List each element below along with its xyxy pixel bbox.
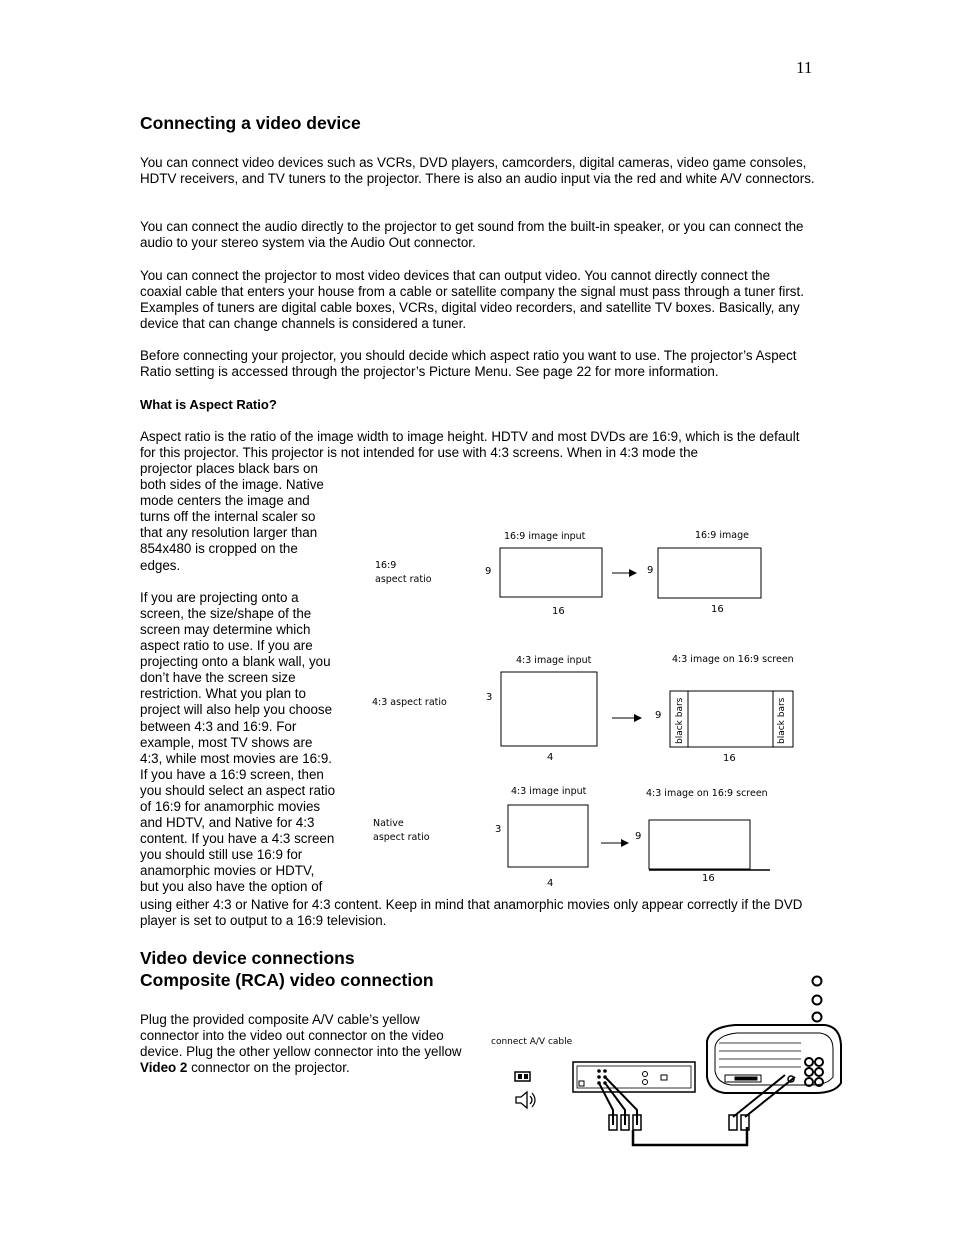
row3-input-title: 4:3 image input xyxy=(511,786,587,797)
narrow-column-line: of 16:9 for anamorphic movies xyxy=(140,798,321,814)
row1-input-height: 9 xyxy=(485,566,492,577)
narrow-column-line: screen, the size/shape of the xyxy=(140,605,312,621)
paragraph-tuners: You can connect the projector to most video devices that can output video. You cannot directly connect the coaxial cable that enters your house from a cable or satellite company the signal must pass through a tuner first. Examples of tuners are digital cable boxes, VCRs, digital video recorders, and satellite TV boxes. Basically, any device that can change channels is considered a tuner. xyxy=(140,268,804,332)
aspect-ratio-heading: What is Aspect Ratio? xyxy=(140,397,277,412)
narrow-column-line: If you have a 16:9 screen, then xyxy=(140,766,324,782)
video-icon xyxy=(515,1072,530,1081)
row1-output-height: 9 xyxy=(647,565,654,576)
row2-input-height: 3 xyxy=(486,692,493,703)
paragraph-aspect-setting: Before connecting your projector, you should decide which aspect ratio you want to use. The projector’s Aspect Ratio setting is accessed through the projector’s Picture Menu. See page 22 for more information. xyxy=(140,348,797,380)
composite-connection-illustration xyxy=(485,965,855,1155)
narrow-column-line: restriction. What you plan to xyxy=(140,686,306,702)
narrow-column-line: mode centers the image and xyxy=(140,493,310,509)
narrow-column-line: 854x480 is cropped on the xyxy=(140,541,298,557)
narrow-column-line: that any resolution larger than xyxy=(140,525,318,541)
narrow-column-line: anamorphic movies or HDTV, xyxy=(140,863,315,879)
video-device-drawing xyxy=(573,1062,695,1092)
narrow-column-line: screen may determine which xyxy=(140,621,311,637)
row3-output-frame xyxy=(649,820,750,869)
row2-output-title: 4:3 image on 16:9 screen xyxy=(672,654,794,665)
paragraph-devices: You can connect video devices such as VCRs, DVD players, camcorders, digital cameras, video game consoles, HDTV receivers, and TV tuners to the projector. There is also an audio input via the red and white A/V connectors. xyxy=(140,155,815,187)
row3-output-width: 16 xyxy=(702,873,715,884)
narrow-column-line xyxy=(140,574,370,590)
narrow-column-line: you should select an aspect ratio xyxy=(140,782,336,798)
row2-input-title: 4:3 image input xyxy=(516,655,592,666)
aspect-ratio-diagram xyxy=(360,520,810,892)
composite-instructions: Plug the provided composite A/V cable’s yellow connector into the video out connector on the video device. Plug the other yellow connector into the yellow Video 2 connector on the projector. xyxy=(140,1012,462,1076)
row2-input-frame xyxy=(501,672,597,746)
row1-output-frame xyxy=(658,548,761,598)
row3-output-title: 4:3 image on 16:9 screen xyxy=(646,788,768,799)
narrow-column-line: projector places black bars on xyxy=(140,461,318,476)
row1-output-title: 16:9 image xyxy=(695,530,749,541)
aspect-narrow-column xyxy=(140,461,370,896)
row1-input-title: 16:9 image input xyxy=(504,531,586,542)
paragraph-audio: You can connect the audio directly to the projector to get sound from the built-in speaker, or you can connect the audio to your stereo system via the Audio Out connector. xyxy=(140,219,804,251)
narrow-column-line: aspect ratio to use. If you are xyxy=(140,638,313,654)
speaker-icon xyxy=(516,1092,535,1108)
narrow-column-line: and HDTV, and Native for 4:3 xyxy=(140,815,315,831)
row2-input-width: 4 xyxy=(547,752,554,763)
narrow-column-line: content. If you have a 4:3 screen xyxy=(140,831,335,847)
page-number: 11 xyxy=(796,58,813,77)
narrow-column-line: edges. xyxy=(140,557,181,573)
narrow-column-line: projecting onto a blank wall, you xyxy=(140,654,331,670)
row1-input-width: 16 xyxy=(552,606,565,617)
narrow-column-line: but you also have the option of xyxy=(140,879,323,895)
row1-label-a: 16:9 xyxy=(375,560,397,571)
row3-input-frame xyxy=(508,805,588,867)
aspect-outro-paragraph: using either 4:3 or Native for 4:3 content. Keep in mind that anamorphic movies only appear correctly if the DVD player is set to output to a 16:9 television. xyxy=(140,897,803,929)
row2-black-bars-left: black bars xyxy=(675,697,685,744)
narrow-column-line: project will also help you choose xyxy=(140,702,333,718)
row2-black-bars-right: black bars xyxy=(777,697,787,744)
row3-input-height: 3 xyxy=(495,824,502,835)
narrow-column-line: turns off the internal scaler so xyxy=(140,509,316,525)
connect-cable-label: connect A/V cable xyxy=(491,1037,573,1047)
section-title: Connecting a video device xyxy=(140,113,361,133)
row2-label: 4:3 aspect ratio xyxy=(372,697,447,708)
row2-output-width: 16 xyxy=(723,753,736,764)
narrow-column-line: you should still use 16:9 for xyxy=(140,847,303,863)
video2-label: Video 2 xyxy=(140,1060,188,1076)
row1-input-frame xyxy=(500,548,602,597)
narrow-column-line: 4:3, while most movies are 16:9. xyxy=(140,750,333,766)
aspect-intro-paragraph: Aspect ratio is the ratio of the image width to image height. HDTV and most DVDs are 16:9, which is the default for this projector. This projector is not intended for use with 4:3 screens. When in 4:3 mode the xyxy=(140,429,800,461)
row3-output-height: 9 xyxy=(635,831,642,842)
narrow-column-line: between 4:3 and 16:9. For xyxy=(140,718,297,734)
section2-subtitle: Composite (RCA) video connection xyxy=(140,970,434,990)
row3-input-width: 4 xyxy=(547,878,554,889)
narrow-column-line: If you are projecting onto a xyxy=(140,589,299,605)
row1-label-b: aspect ratio xyxy=(375,574,432,585)
narrow-column-line: example, most TV shows are xyxy=(140,734,313,750)
row3-label-a: Native xyxy=(373,818,404,829)
row2-output-height: 9 xyxy=(655,710,662,721)
row3-label-b: aspect ratio xyxy=(373,832,430,843)
connector-column-icon xyxy=(813,977,822,1022)
narrow-column-line: don’t have the screen size xyxy=(140,670,296,686)
narrow-column-line: both sides of the image. Native xyxy=(140,477,324,493)
section2-title: Video device connections xyxy=(140,948,355,968)
row1-output-width: 16 xyxy=(711,604,724,615)
